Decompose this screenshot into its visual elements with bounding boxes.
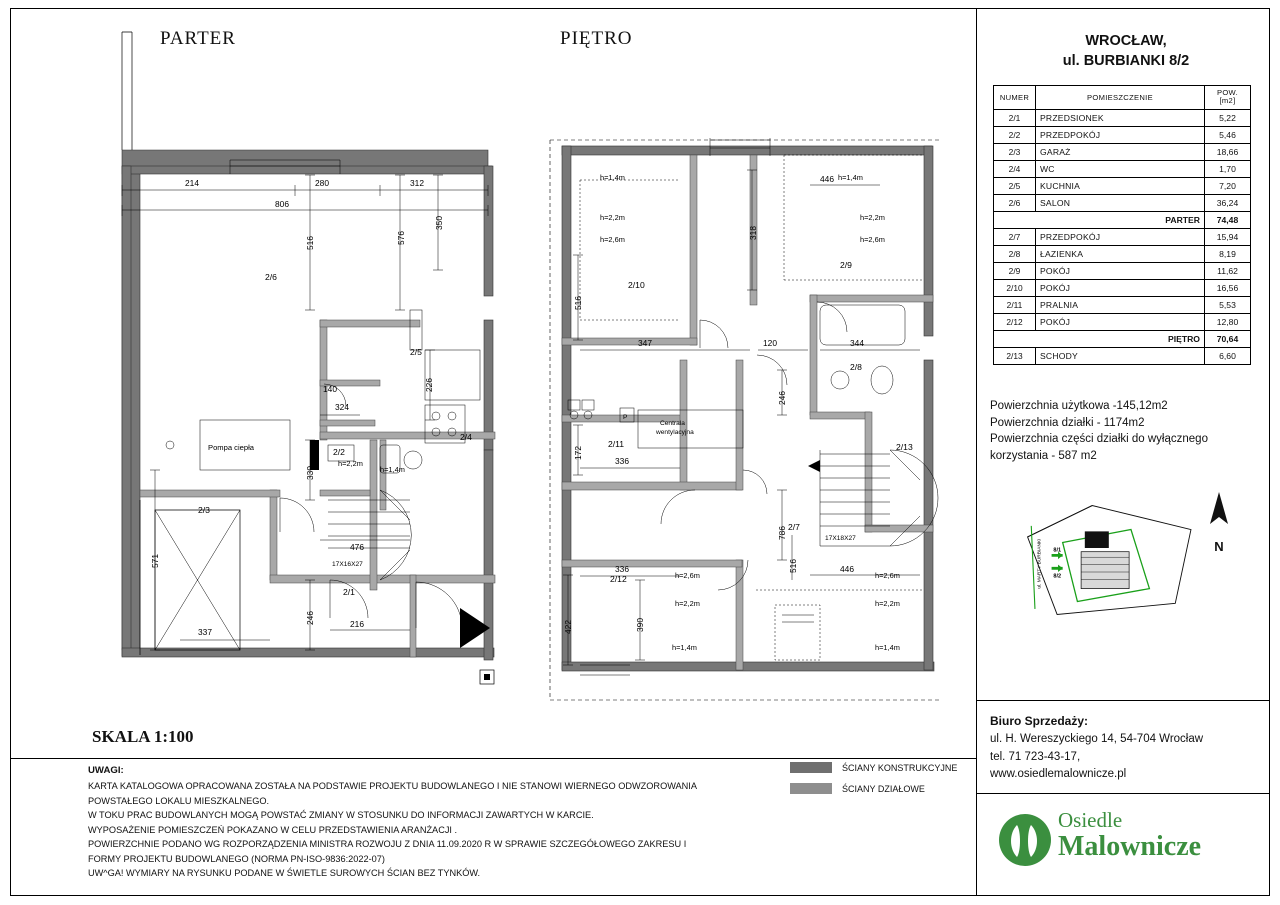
svg-text:576: 576 — [396, 231, 406, 245]
svg-text:17X16X27: 17X16X27 — [332, 561, 363, 568]
notes-line: POWSTAŁEGO LOKALU MIESZKALNEGO. — [88, 795, 270, 806]
sales-title: Biuro Sprzedaży: — [990, 714, 1089, 728]
room-name: PRZEDSIONEK — [1036, 109, 1205, 126]
room-area: 15,94 — [1205, 228, 1251, 245]
svg-text:246: 246 — [777, 391, 787, 405]
upper-floor-title: PIĘTRO — [560, 28, 633, 49]
svg-text:h=2,6m: h=2,6m — [600, 235, 625, 244]
notes-block — [88, 763, 768, 881]
svg-text:h=2,2m: h=2,2m — [675, 599, 700, 608]
svg-text:226: 226 — [424, 378, 434, 392]
notes-line: POWIERZCHNIE PODANO WG ROZPORZĄDZENIA MINISTRA ROZWOJU Z DNIA 11.09.2020 R W SPRAWIE SZCZEGÓŁOWEGO ZAKRESU I — [88, 839, 687, 850]
room-number: 2/6 — [994, 194, 1036, 211]
col-area: POW. [m2] — [1205, 86, 1251, 110]
notes-line: W TOKU PRAC BUDOWLANYCH MOGĄ POWSTAĆ ZMIANY W STOSUNKU DO INFORMACJI ZAWARTYCH W KARCIE. — [88, 810, 594, 821]
svg-text:140: 140 — [323, 384, 337, 394]
svg-text:214: 214 — [185, 178, 199, 188]
room-name: SCHODY — [1036, 347, 1205, 364]
svg-text:h=2,2m: h=2,2m — [860, 213, 885, 222]
room-number: 2/8 — [994, 245, 1036, 262]
project-address — [990, 32, 1262, 71]
room-number: 2/5 — [994, 177, 1036, 194]
svg-text:390: 390 — [635, 618, 645, 632]
room-name: POKÓJ — [1036, 262, 1205, 279]
legend-label-partition: ŚCIANY DZIAŁOWE — [842, 783, 925, 794]
table-row — [994, 313, 1251, 330]
room-area: 5,46 — [1205, 126, 1251, 143]
legend-row-partition — [790, 783, 957, 794]
notes-line: WYPOSAŻENIE POMIESZCZEŃ POKAZANO W CELU PRZEDSTAWIENIA ARANŻACJI . — [88, 824, 458, 835]
col-name: POMIESZCZENIE — [1036, 86, 1205, 110]
area-exclusive-1: Powierzchnia części działki do wyłącznego — [990, 433, 1208, 446]
rooms-table — [993, 85, 1251, 365]
sheet-divider-right-1 — [976, 700, 1270, 701]
structural-wall-swatch — [790, 762, 832, 773]
room-name: PRZEDPOKÓJ — [1036, 126, 1205, 143]
svg-text:2/13: 2/13 — [896, 442, 913, 452]
svg-text:312: 312 — [410, 178, 424, 188]
upper-floor-total-row — [994, 330, 1251, 347]
table-row — [994, 177, 1251, 194]
svg-text:h=2,2m: h=2,2m — [875, 599, 900, 608]
sum-area: 74,48 — [1205, 211, 1251, 228]
svg-text:2/12: 2/12 — [610, 574, 627, 584]
room-name: POKÓJ — [1036, 279, 1205, 296]
room-area: 8,19 — [1205, 245, 1251, 262]
svg-text:2/9: 2/9 — [840, 260, 852, 270]
svg-text:2/5: 2/5 — [410, 347, 422, 357]
svg-text:337: 337 — [198, 627, 212, 637]
table-row — [994, 143, 1251, 160]
svg-text:318: 318 — [748, 226, 758, 240]
table-row — [994, 109, 1251, 126]
svg-text:786: 786 — [777, 526, 787, 540]
svg-text:516: 516 — [573, 296, 583, 310]
table-row — [994, 245, 1251, 262]
svg-text:330: 330 — [305, 466, 315, 480]
svg-text:h=1,4m: h=1,4m — [838, 173, 863, 182]
svg-text:h=2,6m: h=2,6m — [675, 571, 700, 580]
svg-text:17X18X27: 17X18X27 — [825, 535, 856, 542]
table-row — [994, 347, 1251, 364]
room-number: 2/12 — [994, 313, 1036, 330]
room-name: SALON — [1036, 194, 1205, 211]
upper-floor-drawing — [520, 20, 990, 720]
logo-line-2: Malownicze — [1058, 831, 1202, 862]
svg-text:Centrala: Centrala — [660, 420, 685, 427]
svg-text:446: 446 — [840, 564, 854, 574]
area-exclusive-2: korzystania - 587 m2 — [990, 450, 1097, 463]
svg-text:446: 446 — [820, 174, 834, 184]
scale-label: SKALA 1:100 — [92, 727, 194, 746]
sum-area: 70,64 — [1205, 330, 1251, 347]
svg-text:172: 172 — [573, 446, 583, 460]
svg-text:350: 350 — [434, 216, 444, 230]
svg-text:336: 336 — [615, 564, 629, 574]
col-number: NUMER — [994, 86, 1036, 110]
room-number: 2/1 — [994, 109, 1036, 126]
notes-line: FORMY PROJEKTU BUDOWLANEGO (NORMA PN-ISO-9836:2022-07) — [88, 853, 385, 864]
svg-text:h=1,4m: h=1,4m — [380, 465, 405, 474]
room-area: 12,80 — [1205, 313, 1251, 330]
svg-text:2/6: 2/6 — [265, 272, 277, 282]
svg-text:324: 324 — [335, 402, 349, 412]
table-header-row — [994, 86, 1251, 110]
area-plot: Powierzchnia działki - 1174m2 — [990, 416, 1145, 429]
room-number: 2/9 — [994, 262, 1036, 279]
table-row — [994, 279, 1251, 296]
table-row — [994, 296, 1251, 313]
logo-line-1: Osiedle — [1058, 808, 1123, 832]
room-name: KUCHNIA — [1036, 177, 1205, 194]
svg-text:h=2,6m: h=2,6m — [860, 235, 885, 244]
svg-text:wentylacyjna: wentylacyjna — [656, 429, 694, 436]
room-area: 5,22 — [1205, 109, 1251, 126]
svg-text:h=1,4m: h=1,4m — [600, 173, 625, 182]
svg-text:2/10: 2/10 — [628, 280, 645, 290]
table-row — [994, 160, 1251, 177]
room-name: ŁAZIENKA — [1036, 245, 1205, 262]
svg-text:Pompa ciepła: Pompa ciepła — [208, 443, 255, 452]
room-area: 7,20 — [1205, 177, 1251, 194]
room-number: 2/2 — [994, 126, 1036, 143]
svg-text:2/4: 2/4 — [460, 432, 472, 442]
svg-text:246: 246 — [305, 611, 315, 625]
room-number: 2/7 — [994, 228, 1036, 245]
room-area: 5,53 — [1205, 296, 1251, 313]
svg-text:P: P — [623, 414, 628, 421]
svg-text:8/1: 8/1 — [1053, 547, 1062, 554]
room-name: PRALNIA — [1036, 296, 1205, 313]
sheet-divider-right-2 — [976, 793, 1270, 794]
svg-text:516: 516 — [305, 236, 315, 250]
svg-text:476: 476 — [350, 542, 364, 552]
area-usable: Powierzchnia użytkowa -145,12m2 — [990, 400, 1168, 412]
table-row — [994, 228, 1251, 245]
svg-text:2/11: 2/11 — [608, 439, 625, 449]
svg-text:2/3: 2/3 — [198, 505, 210, 515]
svg-text:344: 344 — [850, 338, 864, 348]
room-number: 2/10 — [994, 279, 1036, 296]
legend-label-structural: ŚCIANY KONSTRUKCYJNE — [842, 762, 958, 773]
table-row — [994, 194, 1251, 211]
svg-text:336: 336 — [615, 456, 629, 466]
room-name: GARAŻ — [1036, 143, 1205, 160]
room-area: 1,70 — [1205, 160, 1251, 177]
room-number: 2/13 — [994, 347, 1036, 364]
room-area: 6,60 — [1205, 347, 1251, 364]
room-number: 2/3 — [994, 143, 1036, 160]
logo-wordmark — [1058, 810, 1201, 861]
svg-text:571: 571 — [150, 554, 160, 568]
compass-north-label: N — [1214, 539, 1224, 554]
partition-wall-swatch — [790, 783, 832, 794]
room-area: 36,24 — [1205, 194, 1251, 211]
sheet-divider-notes — [10, 758, 976, 759]
svg-text:2/7: 2/7 — [788, 522, 800, 532]
svg-text:806: 806 — [275, 199, 289, 209]
notes-header: UWAGI: — [88, 765, 124, 776]
room-number: 2/11 — [994, 296, 1036, 313]
svg-text:2/8: 2/8 — [850, 362, 862, 372]
svg-text:347: 347 — [638, 338, 652, 348]
table-row — [994, 126, 1251, 143]
svg-text:h=1,4m: h=1,4m — [672, 643, 697, 652]
room-number: 2/4 — [994, 160, 1036, 177]
ground-floor-total-row — [994, 211, 1251, 228]
svg-text:2/2: 2/2 — [333, 447, 345, 457]
sales-office — [990, 712, 1262, 783]
svg-text:280: 280 — [315, 178, 329, 188]
legend-row-structural — [790, 762, 957, 773]
svg-text:ul. MARTY BURBIANKI: ul. MARTY BURBIANKI — [1037, 538, 1043, 589]
sales-website[interactable]: www.osiedlemalownicze.pl — [990, 767, 1127, 780]
svg-text:516: 516 — [788, 559, 798, 573]
sales-address: ul. H. Wereszyckiego 14, 54-704 Wrocław — [990, 733, 1204, 746]
logo-circle-icon — [999, 814, 1051, 866]
address-line-1: WROCŁAW, — [1085, 33, 1167, 49]
ground-floor-title: PARTER — [160, 28, 236, 49]
svg-text:422: 422 — [563, 620, 573, 634]
sales-phone: tel. 71 723-43-17, — [990, 750, 1081, 763]
notes-line: KARTA KATALOGOWA OPRACOWANA ZOSTAŁA NA PODSTAWIE PROJEKTU BUDOWLANEGO I NIE STANOWI WIERNEGO ODWZOROWANIA — [88, 781, 697, 792]
svg-text:h=1,4m: h=1,4m — [875, 643, 900, 652]
svg-text:2/1: 2/1 — [343, 587, 355, 597]
room-area: 16,56 — [1205, 279, 1251, 296]
sum-label: PIĘTRO — [994, 330, 1205, 347]
area-summary — [990, 398, 1258, 465]
room-name: PRZEDPOKÓJ — [1036, 228, 1205, 245]
room-name: POKÓJ — [1036, 313, 1205, 330]
svg-text:h=2,6m: h=2,6m — [875, 571, 900, 580]
address-line-2: ul. BURBIANKI 8/2 — [1062, 52, 1190, 69]
room-area: 18,66 — [1205, 143, 1251, 160]
svg-text:216: 216 — [350, 619, 364, 629]
svg-text:120: 120 — [763, 338, 777, 348]
compass-needle-icon — [1204, 490, 1234, 532]
room-name: WC — [1036, 160, 1205, 177]
svg-text:8/2: 8/2 — [1053, 573, 1062, 580]
notes-line: UW^GA! WYMIARY NA RYSUNKU PODANE W ŚWIETLE SUROWYCH ŚCIAN BEZ TYNKÓW. — [88, 868, 481, 879]
table-row — [994, 262, 1251, 279]
site-map — [1020, 500, 1205, 620]
svg-text:h=2,2m: h=2,2m — [600, 213, 625, 222]
room-area: 11,62 — [1205, 262, 1251, 279]
wall-legend — [790, 762, 957, 804]
svg-text:h=2,2m: h=2,2m — [338, 459, 363, 468]
sum-label: PARTER — [994, 211, 1205, 228]
